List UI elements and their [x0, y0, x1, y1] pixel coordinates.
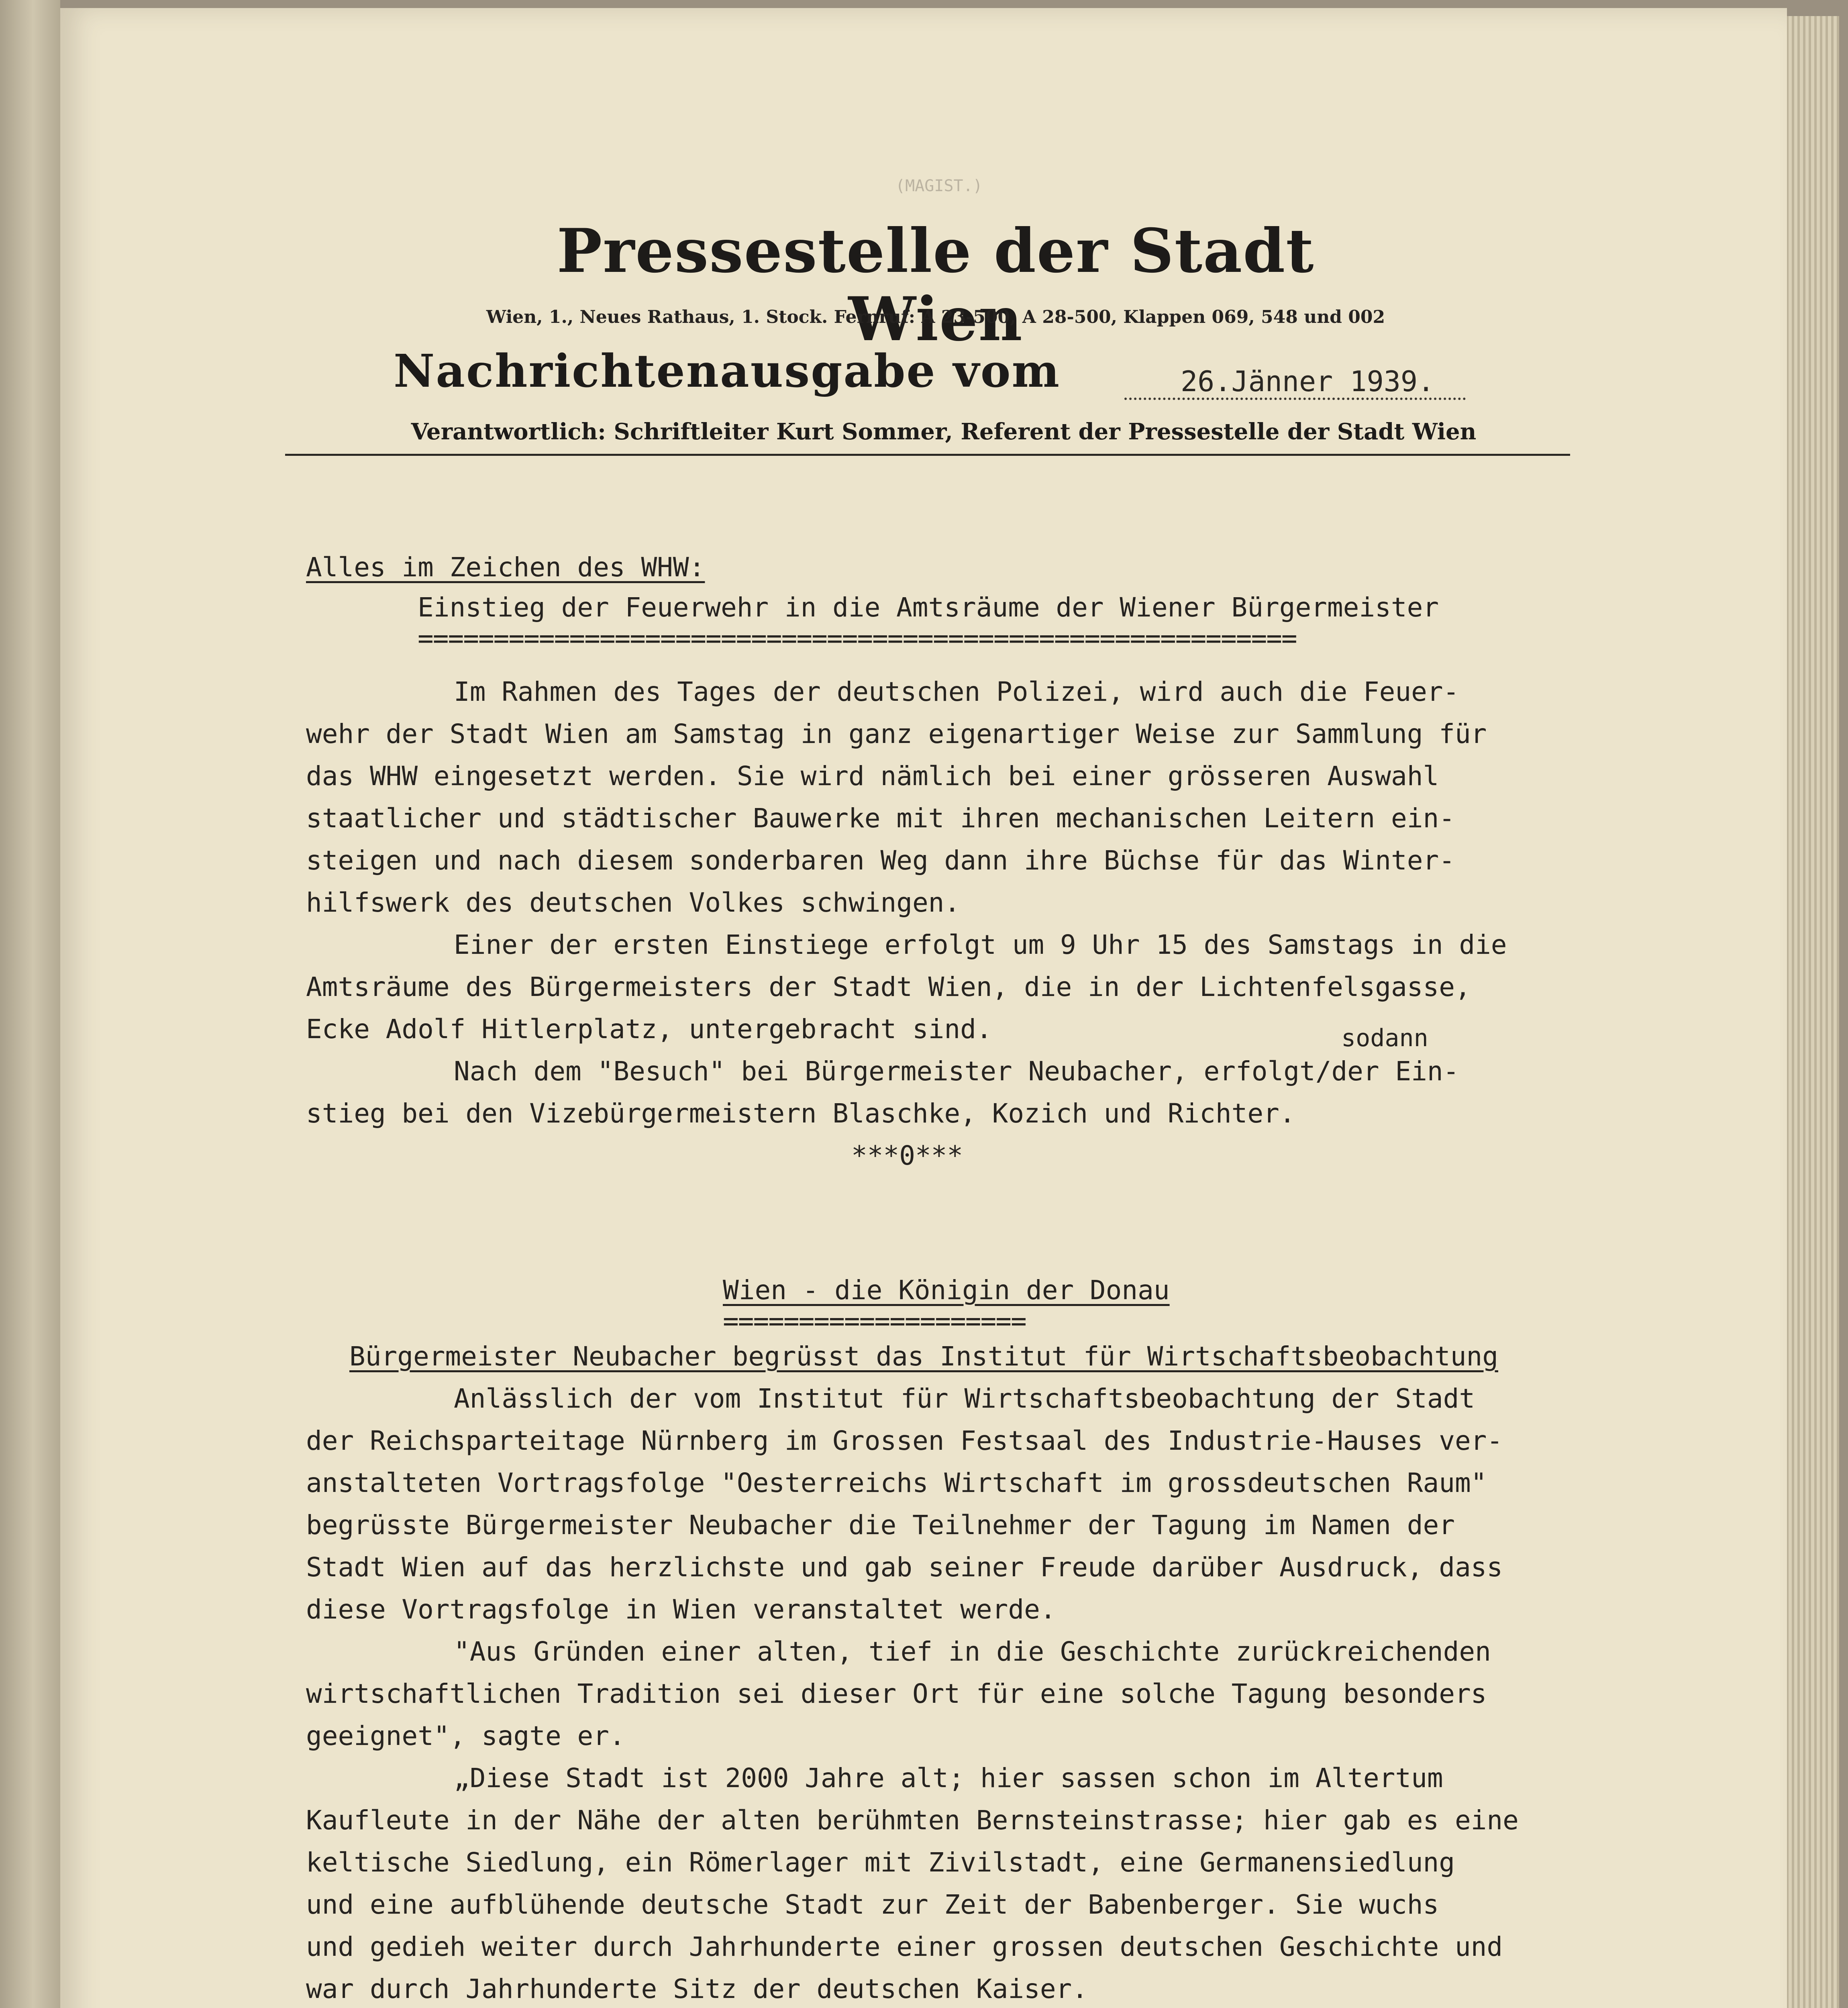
article2-line: Stadt Wien auf das herzlichste und gab seiner Freude darüber Ausdruck, dass: [306, 1552, 1503, 1583]
article2-line: „Diese Stadt ist 2000 Jahre alt; hier sassen schon im Altertum: [454, 1763, 1443, 1794]
page-edges: [1783, 16, 1839, 2008]
article1-line: Amtsräume des Bürgermeisters der Stadt Wien, die in der Lichtenfelsgasse,: [306, 971, 1471, 1002]
edition-date: 26.Jänner 1939.: [1181, 365, 1435, 398]
article2-line: Kaufleute in der Nähe der alten berühmten Bernsteinstrasse; hier gab es eine: [306, 1805, 1519, 1836]
article2-line: war durch Jahrhunderte Sitz der deutschen Kaiser.: [306, 1973, 1088, 2004]
article2-line: anstalteten Vortragsfolge "Oesterreichs Wirtschaft im grossdeutschen Raum": [306, 1467, 1487, 1498]
responsible-editor-line: Verantwortlich: Schriftleiter Kurt Sommer, Referent der Pressestelle der Stadt Wien: [411, 418, 1477, 445]
handwritten-insertion: sodann: [1341, 1024, 1428, 1052]
margin-stamp: (MAGIST.): [895, 177, 983, 195]
article1-kicker: Alles im Zeichen des WHW:: [306, 552, 705, 583]
address-line: Wien, 1., Neues Rathaus, 1. Stock. Fernruf: A 23-500, A 28-500, Klappen 069, 548 und 002: [486, 307, 1385, 327]
article2-line: Anlässlich der vom Institut für Wirtschaftsbeobachtung der Stadt: [454, 1383, 1475, 1414]
article1-line: das WHW eingesetzt werden. Sie wird nämlich bei einer grösseren Auswahl: [306, 761, 1439, 792]
article1-end-mark: ***0***: [851, 1140, 963, 1171]
article1-line: steigen und nach diesem sonderbaren Weg dann ihre Büchse für das Winter-: [306, 845, 1455, 876]
article1-line: hilfswerk des deutschen Volkes schwingen.: [306, 887, 961, 918]
article2-title: Wien - die Königin der Donau: [723, 1275, 1170, 1306]
article2-line: keltische Siedlung, ein Römerlager mit Zivilstadt, eine Germanensiedlung: [306, 1847, 1455, 1878]
book-binding: [0, 0, 60, 2008]
article2-line: diese Vortragsfolge in Wien veranstaltet werde.: [306, 1594, 1056, 1625]
edition-label: Nachrichtenausgabe vom: [394, 345, 1061, 398]
article2-line: wirtschaftlichen Tradition sei dieser Ort für eine solche Tagung besonders: [306, 1678, 1487, 1709]
article1-line: Nach dem "Besuch" bei Bürgermeister Neubacher, erfolgt/der Ein-: [454, 1056, 1459, 1087]
article2-line: der Reichsparteitage Nürnberg im Grossen Festsaal des Industrie-Hauses ver-: [306, 1425, 1503, 1456]
article2-subtitle: Bürgermeister Neubacher begrüsst das Institut für Wirtschaftsbeobachtung: [349, 1341, 1498, 1372]
article2-title-rule: ====================: [723, 1311, 1026, 1331]
article1-title: Einstieg der Feuerwehr in die Amtsräume der Wiener Bürgermeister: [418, 592, 1439, 623]
article2-line: und gedieh weiter durch Jahrhunderte einer grossen deutschen Geschichte und: [306, 1931, 1503, 1962]
article2-line: "Aus Gründen einer alten, tief in die Geschichte zurückreichenden: [454, 1636, 1491, 1667]
document-page: [60, 8, 1787, 2008]
header-rule: [285, 454, 1570, 456]
article1-line: Im Rahmen des Tages der deutschen Polizei, wird auch die Feuer-: [454, 676, 1459, 707]
article1-line: staatlicher und städtischer Bauwerke mit ihren mechanischen Leitern ein-: [306, 803, 1455, 834]
article1-line: stieg bei den Vizebürgermeistern Blaschke, Kozich und Richter.: [306, 1098, 1295, 1129]
article1-line: wehr der Stadt Wien am Samstag in ganz eigenartiger Weise zur Sammlung für: [306, 718, 1487, 749]
article2-line: und eine aufblühende deutsche Stadt zur Zeit der Babenberger. Sie wuchs: [306, 1889, 1439, 1920]
edition-row: [394, 345, 1558, 426]
article1-title-rule: ==========================================================: [418, 629, 1297, 649]
article1-line: Ecke Adolf Hitlerplatz, untergebracht sind.: [306, 1014, 992, 1045]
article1-line: Einer der ersten Einstiege erfolgt um 9 Uhr 15 des Samstags in die: [454, 929, 1507, 960]
masthead-title: Pressestelle der Stadt Wien: [557, 216, 1315, 355]
article2-line: begrüsste Bürgermeister Neubacher die Teilnehmer der Tagung im Namen der: [306, 1510, 1455, 1541]
article2-line: geeignet", sagte er.: [306, 1720, 625, 1751]
